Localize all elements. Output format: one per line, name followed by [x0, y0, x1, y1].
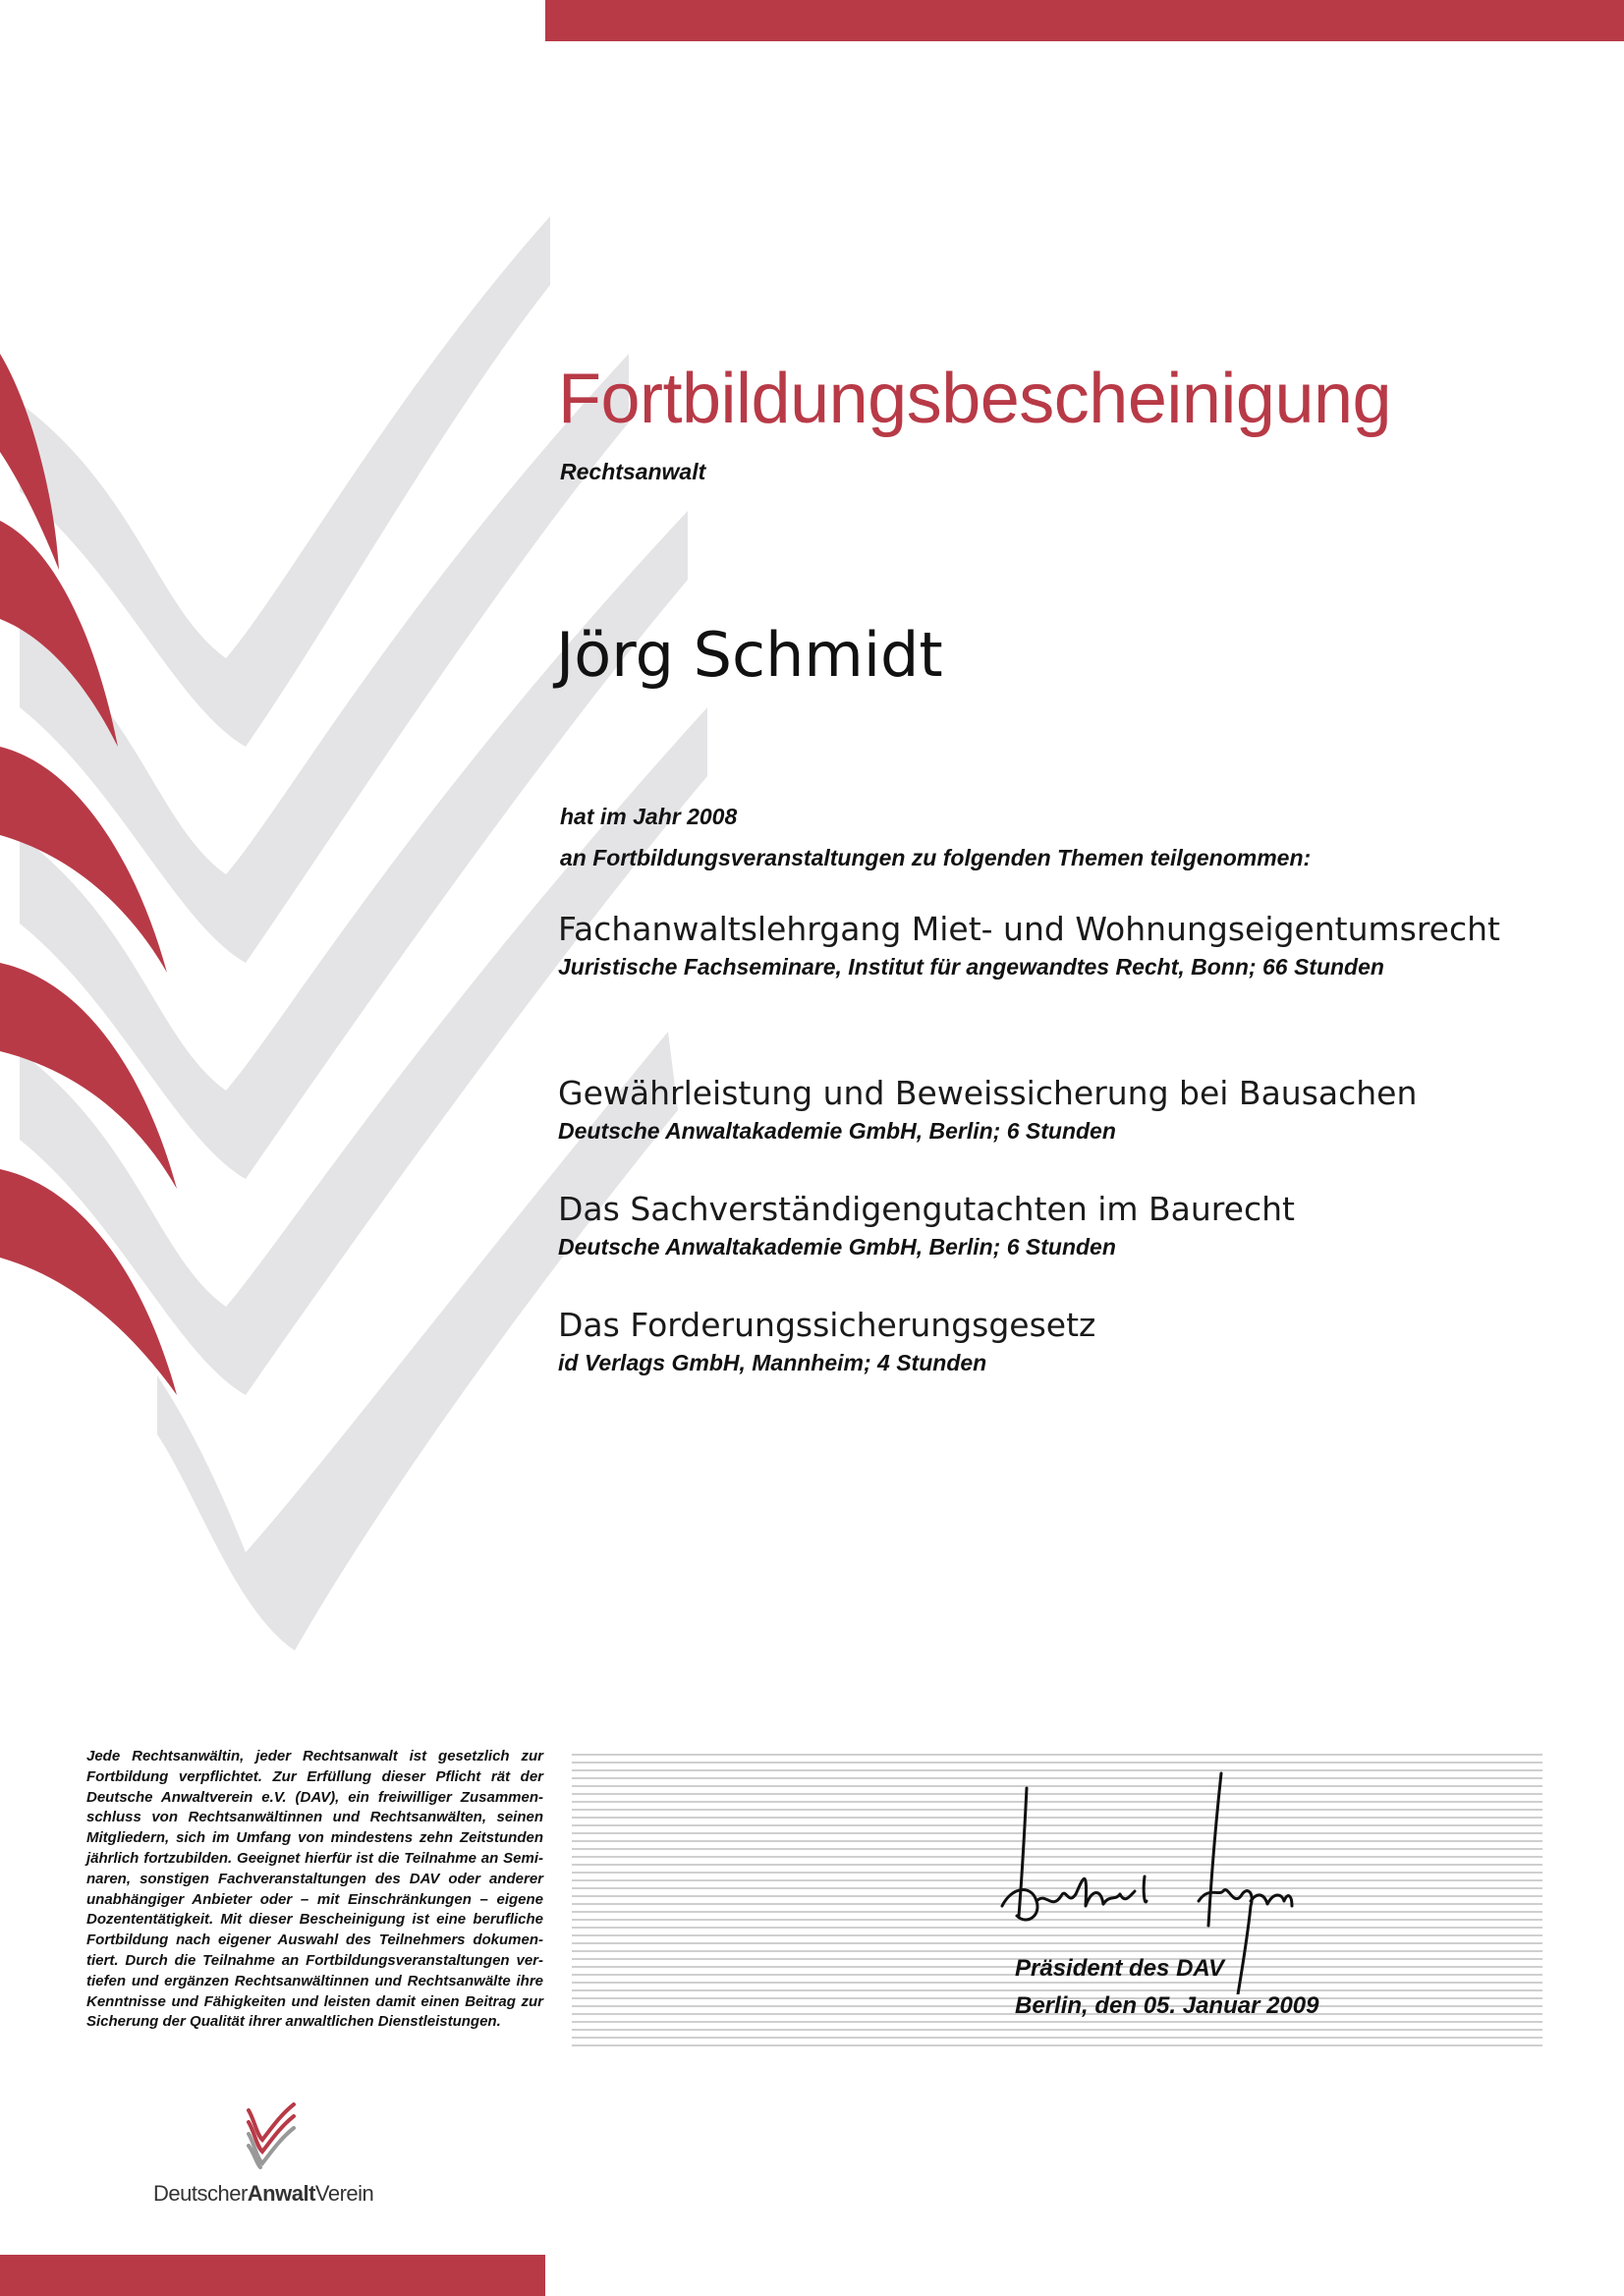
intro-year-line: hat im Jahr 2008: [560, 804, 738, 829]
legal-notice: Jede Rechtsanwältin, jeder Rechtsanwalt ist gesetzlich zur Fortbildung verpflichtet. Zur Erfüllung dieser Pflicht rät der Deutsche Anwaltverein e.V. (DAV), ein freiwilliger Zusammen- schluss von Rechtsanwältinnen und Rechtsanwälten, seinen Mitgliedern, sich im Umfang von mindestens zehn Zeitstunden jährlich fortzubilden. Geeignet hierfür ist die Teilnahme an Semi- naren, sonstigen Fachveranstaltungen des DAV oder anderer unabhängiger Anbieter oder – mit Einschränkungen – eigene Dozententätigkeit. Mit dieser Bescheinigung ist eine berufliche Fortbildung nach eigener Auswahl des Teilnehmers dokumen- tiert. Durch die Teilnahme an Fortbildungsveranstaltungen ver- tiefen und ergänzen Rechtsanwältinnen und Rechtsanwälte ihre Kenntnisse und Fähigkeiten und leisten damit einen Beitrag zur Sicherung der Qualität ihrer anwaltlichen Dienstleistungen.: [86, 1748, 543, 2031]
organization-name-bold: Anwalt: [247, 2181, 315, 2206]
organization-name: [153, 2181, 373, 2207]
course-title: Fachanwaltslehrgang Miet- und Wohnungseigentumsrecht: [558, 910, 1500, 948]
course-provider: id Verlags GmbH, Mannheim; 4 Stunden: [558, 1350, 987, 1375]
intro-topics-line: an Fortbildungsveranstaltungen zu folgenden Themen teilgenommen:: [560, 845, 1312, 870]
bottom-accent-bar: [0, 2255, 545, 2296]
course-entry: [558, 907, 1540, 980]
course-entry: [558, 1187, 1540, 1260]
organization-name-part: Deutscher: [153, 2181, 248, 2206]
course-title: Gewährleistung und Beweissicherung bei Bausachen: [558, 1074, 1418, 1112]
certificate-subtitle: Rechtsanwalt: [560, 459, 706, 484]
course-entry: [558, 1071, 1540, 1145]
signer-role: Präsident des DAV: [1015, 1955, 1224, 1982]
course-provider: Deutsche Anwaltakademie GmbH, Berlin; 6 Stunden: [558, 1118, 1116, 1144]
course-provider: Deutsche Anwaltakademie GmbH, Berlin; 6 Stunden: [558, 1234, 1116, 1260]
signature-place-date: Berlin, den 05. Januar 2009: [1015, 1992, 1319, 2019]
organization-name-part: Verein: [314, 2181, 374, 2206]
certificate-title: Fortbildungsbescheinigung: [558, 360, 1392, 438]
course-entry: [558, 1303, 1540, 1376]
course-provider: Juristische Fachseminare, Institut für angewandtes Recht, Bonn; 66 Stunden: [558, 954, 1384, 980]
recipient-name: Jörg Schmidt: [556, 619, 943, 691]
course-title: Das Sachverständigengutachten im Baurecht: [558, 1190, 1295, 1228]
dav-logo-icon: [241, 2100, 300, 2169]
course-title: Das Forderungssicherungsgesetz: [558, 1306, 1096, 1344]
top-accent-bar: [545, 0, 1624, 41]
